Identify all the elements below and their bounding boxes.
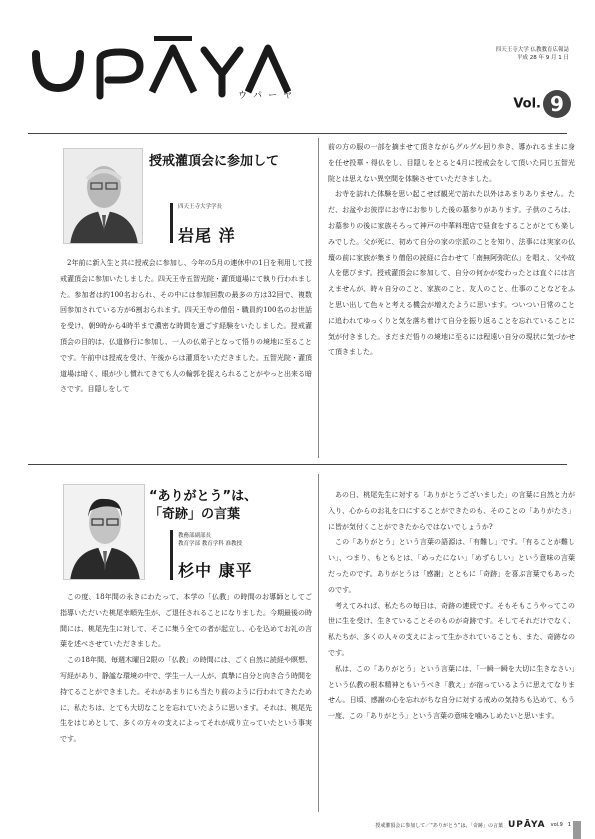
paragraph: 私は、この「ありがとう」という言葉には、「一瞬一瞬を大切に生きなさい」という仏教の根本精神ともいうべき「教え」が宿っているように思えてなりません。日頃、感謝の心を忘れがちな自分に対する戒めの気持ちも込めて、もう一度、この「ありがとう」という言葉の意味を噛みしめたいと思います。: [328, 664, 575, 721]
footer-logo: UPĀYA: [507, 820, 546, 830]
article1-title: 授戒灌頂会に参加して: [149, 154, 280, 169]
paragraph: この18年間、毎週木曜日2限の「仏教」の時間には、ごく自然に読経や瞑想、写経があり、静謐な環境の中で、学生一人一人が、真摯に自分と向き合う時間を持てることができました。それがあまりにも当たり前のように行われてきたために、私たちは、とても大切なことを忘れていたように思います。それは、桃尾先生をはじめとして、多くの方々の支えによってそれが成り立っていたという事実です。: [60, 656, 312, 744]
publication-date: 平成 28 年 9 月 1 日: [517, 55, 569, 61]
paragraph: お寺を訪れた体験を思い起こせば観光で訪れた以外はあまりありません。ただ、お盆やお彼岸にお寺にお参りした後の墓参りがあります。子供のころは、お墓参りの後に家族そろって神戸の中華料理店で昼食をすることがとても楽しみでした。父が死に、初めて自分の家の宗派のことを知り、法事には実家の仏壇の前に家族が集まり僧侶の読経に合わせて「南無阿弥陀仏」を唱え、父や故人を偲びます。授戒灌頂会に参加して、自分の何かが変わったとは直ぐには言えませんが、時々自分のこと、家族のこと、友人のこと、仕事のことなどをふと思い出して色々と考える機会が増えたように思います。ついつい日常のことに追われてゆっくりと気を落ち着けて自分を振り返ることを忘れていることに気が付きました。まだまだ悟りの境地に至るには程遠い自分の現状に気づかせて頂きました。: [328, 190, 575, 357]
volume-label: Vol.: [513, 96, 541, 112]
article1-author: 岩尾 洋: [178, 226, 236, 245]
article2-title-line2: 「奇跡」の言葉: [149, 507, 241, 522]
page-footer: [375, 820, 571, 830]
paragraph: 前の方の服の一部を摘ませて頂きながらグルグル回り歩き、導かれるままに身を任せ投華・得仏をし、目隠しをとると4月に授戒会をして頂いた同じ五智光院とは思えない異空間を体験させていただきました。: [328, 143, 575, 183]
author-photo-suginaka: [63, 484, 145, 580]
author-photo-iwao: [63, 148, 143, 244]
section-rule: [28, 464, 567, 465]
page-number: 1: [567, 822, 571, 828]
article2-column-left: [60, 590, 312, 748]
author-accent-bar: [170, 203, 173, 243]
footer-text: 授戒灌頂会に参加して／“ありがとう”は、「奇跡」の言葉: [375, 822, 503, 829]
author-accent-bar: [170, 530, 173, 580]
article1-column-left: [60, 256, 312, 398]
affiliation-line: 教育学部 教育学科 准教授: [178, 541, 242, 547]
column-divider-1: [318, 138, 319, 458]
publication-info: [496, 46, 569, 62]
footer-vol: vol.9: [550, 822, 563, 828]
article2-author: 杉中 康平: [178, 561, 253, 580]
paragraph: 2年前に新入生と共に授戒会に参加し、今年の5月の連休中の1日を利用して授戒灌頂会に参加いたしました。四天王寺五智光院・灌頂道場にて執り行われました。参加者は約100名おられ、その中には参加回数の最多の方は32回で、複数回参加されている方が6割おられます。四天王寺の僧侶・職員約100名のお世話を受け、朝9時から4時半まで濃密な時間を過ごす経験をいたしました。授戒灌頂会の目的は、仏道修行に参加し、一人の仏弟子となって悟りの境地に至ることです。午前中は授戒を受け、午後からは灌頂をいただきました。五智光院・灌頂道場は暗く、眼が少し慣れてきても人の輪郭を捉えられることがやっと出来る暗さです。目隠しをして: [60, 259, 312, 394]
volume-number: 9: [543, 90, 571, 118]
paragraph: 考えてみれば、私たちの毎日は、奇跡の連続です。そもそもこうやってこの世に生を受け、生きていることそのものが奇跡です。そしてそれだけでなく、私たちが、多くの人々の支えによって生かされていることも、また、奇跡なのです。: [328, 601, 575, 657]
article2-column-right: [328, 488, 575, 725]
page-edge-tab: [573, 821, 581, 839]
volume-badge: [513, 90, 571, 118]
paragraph: この度、18年間の永きにわたって、本学の「仏教」の時間のお導師としてご指導いただいた桃尾幸順先生が、ご退任されることになりました。今期最後の時間には、桃尾先生に対して、そこに集う全ての者が起立し、心を込めてお礼の言葉を述べさせていただきました。: [60, 593, 312, 649]
publisher-name: 四天王寺大学 仏教教育広報誌: [495, 47, 569, 53]
article1-column-right: [328, 140, 575, 361]
article2-title-line1: “ありがとう”は、: [149, 489, 258, 504]
paragraph: この「ありがとう」という言葉の語源は、「有難し」です。「有ることが難しい」、つまり、もともとは、「めったにない」「めずらしい」という意味の言葉だったのです。ありがとうは「感謝」とともに「奇跡」を喜ぶ言葉でもあったのです。: [328, 538, 575, 594]
top-rule: [28, 133, 567, 134]
logo-kana: ウパーヤ: [238, 91, 299, 101]
column-divider-2: [318, 474, 319, 812]
paragraph: あの日、桃尾先生に対する「ありがとうございました」の言葉に自然と力が入り、心からのお礼を口にすることができたのも、そのことの「ありがたさ」に皆が気付くことができたからではないでしょうか?: [328, 491, 575, 531]
article1-affiliation: 四天王寺大学学長: [178, 204, 223, 210]
article2-affiliation: [178, 532, 242, 548]
affiliation-line: 教務部副部長: [178, 533, 212, 539]
article2-title: [149, 488, 257, 524]
